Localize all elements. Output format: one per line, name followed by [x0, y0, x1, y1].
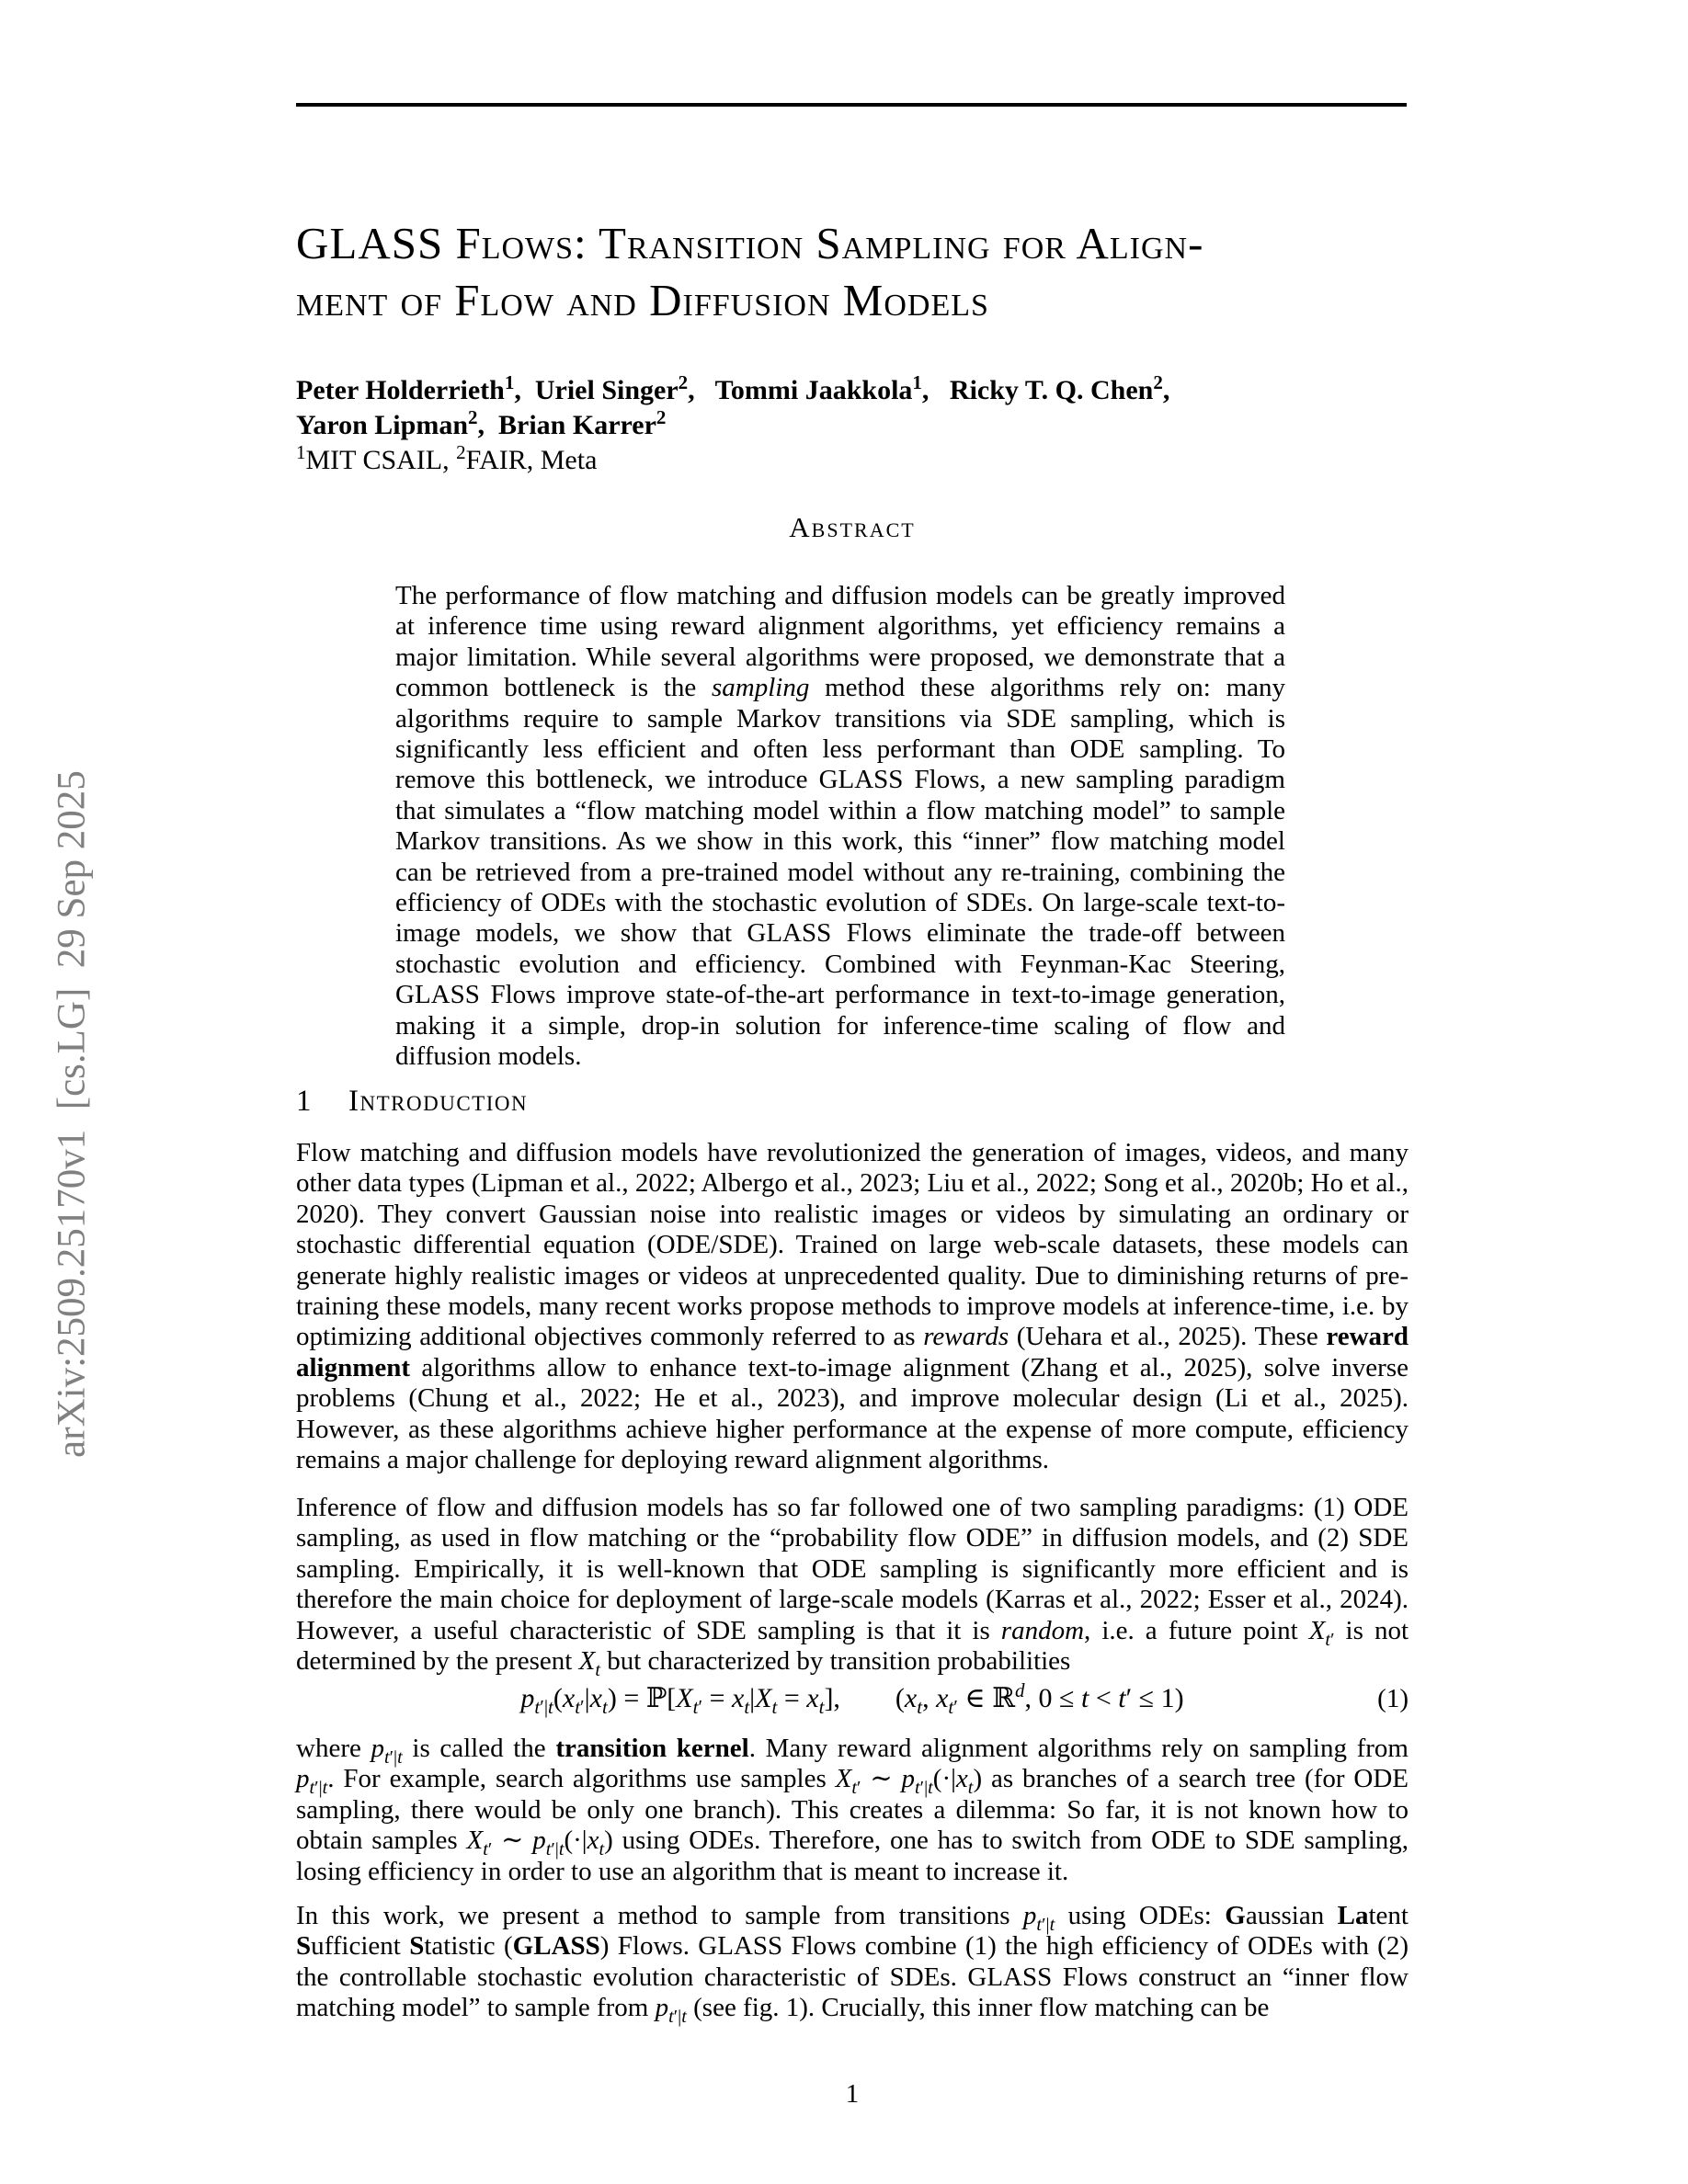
page-number: 1 [845, 2079, 860, 2109]
equation-1-row [296, 1680, 1409, 1717]
equation-1-number: (1) [1377, 1684, 1409, 1713]
author-block [296, 373, 1409, 478]
paper-title-line-1: GLASS Flows: Transition Sampling for Align- [296, 218, 1204, 268]
intro-paragraph-4: In this work, we present a method to sample from transitions $p_{t'|t}$ using ODEs: Gaussian Latent Sufficient Statistic (GLASS) Flows. GLASS Flows combine (1) the high efficiency of ODEs with (2) the controllable stochastic evolution characteristic of SDEs. GLASS Flows construct an “inner flow matching model” to sample from $p_{t'|t}$ (see fig. 1). Crucially, this inner flow matching can be [296, 1901, 1409, 2028]
author-line-1: Peter Holderrieth$^1$, Uriel Singer$^2$, Tommi Jaakkola$^1$, Ricky T. Q. Chen$^2$, [296, 371, 1170, 405]
section-number: 1 [296, 1085, 312, 1118]
intro-paragraph-3: where $p_{t'|t}$ is called the transition kernel. Many reward alignment algorithms rely on sampling from $p_{t'|t}$. For example, search algorithms use samples $X_{t'}$ ∼ $p_{t'|t}(\cdot|x_t)$ as branches of a search tree (for ODE sampling, there would be only one branch). This creates a dilemma: So far, it is not known how to obtain samples $X_{t'}$ ∼ $p_{t'|t}(\cdot|x_t)$ using ODEs. Therefore, one has to switch from ODE to SDE sampling, losing efficiency in order to use an algorithm that is meant to increase it. [296, 1734, 1409, 1886]
section-title: Introduction [348, 1085, 529, 1118]
abstract-body: The performance of flow matching and diffusion models can be greatly improved at inference time using reward alignment algorithms, yet efficiency remains a major limitation. While several algorithms were proposed, we demonstrate that a common bottleneck is the sampling method these algorithms rely on: many algorithms require to sample Markov transitions via SDE sampling, which is significantly less efficient and often less performant than ODE sampling. To remove this bottleneck, we introduce GLASS Flows, a new sampling paradigm that simulates a “flow matching model within a flow matching model” to sample Markov transitions. As we show in this work, this “inner” flow matching model can be retrieved from a pre-trained model without any re-training, combining the efficiency of ODEs with the stochastic evolution of SDEs. On large-scale text-to-image models, we show that GLASS Flows eliminate the trade-off between stochastic evolution and efficiency. Combined with Feynman-Kac Steering, GLASS Flows improve state-of-the-art performance in text-to-image generation, making it a simple, drop-in solution for inference-time scaling of flow and diffusion models. [395, 581, 1285, 1072]
paper-title-line-2: ment of Flow and Diffusion Models [296, 275, 989, 325]
intro-paragraph-2: Inference of flow and diffusion models has so far followed one of two sampling paradigms: (1) ODE sampling, as used in flow matching or the “probability flow ODE” in diffusion models, and (2) SDE sampling. Empirically, it is well-known that ODE sampling is significantly more efficient and is therefore the main choice for deployment of large-scale models (Karras et al., 2022; Esser et al., 2024). However, a useful characteristic of SDE sampling is that it is random, i.e. a future point $X_{t'}$ is not determined by the present $X_t$ but characterized by transition probabilities [296, 1493, 1409, 1680]
abstract-heading: Abstract [789, 511, 916, 543]
author-line-2: Yaron Lipman$^2$, Brian Karrer$^2$ [296, 406, 667, 440]
paper-title [296, 215, 1412, 329]
section-heading-introduction [296, 1085, 1409, 1119]
equation-1: $p_{t'|t}(x_{t'}|x_t)$ = $ℙ[X_{t'} = x_t|X_t = x_t]$, ($x_t$, $x_{t'}$ ∈ ℝ$^d$, 0 ≤ t < t′ ≤ 1) [520, 1679, 1184, 1718]
top-rule [296, 103, 1407, 107]
arxiv-watermark: arXiv:2509.25170v1 [cs.LG] 29 Sep 2025 [50, 770, 94, 1458]
intro-paragraph-1: Flow matching and diffusion models have revolutionized the generation of images, videos, and many other data types (Lipman et al., 2022; Albergo et al., 2023; Liu et al., 2022; Song et al., 2020b; Ho et al., 2020). They convert Gaussian noise into realistic images or videos by simulating an ordinary or stochastic differential equation (ODE/SDE). Trained on large web-scale datasets, these models can generate highly realistic images or videos at unprecedented quality. Due to diminishing returns of pre-training these models, many recent works propose methods to improve models at inference-time, i.e. by optimizing additional objectives commonly referred to as rewards (Uehara et al., 2025). These reward alignment algorithms allow to enhance text-to-image alignment (Zhang et al., 2025), solve inverse problems (Chung et al., 2022; He et al., 2023), and improve molecular design (Li et al., 2025). However, as these algorithms achieve higher performance at the expense of more compute, efficiency remains a major challenge for deploying reward alignment algorithms. [296, 1138, 1409, 1475]
affiliation-line: $^1$MIT CSAIL, $^2$FAIR, Meta [296, 441, 598, 475]
